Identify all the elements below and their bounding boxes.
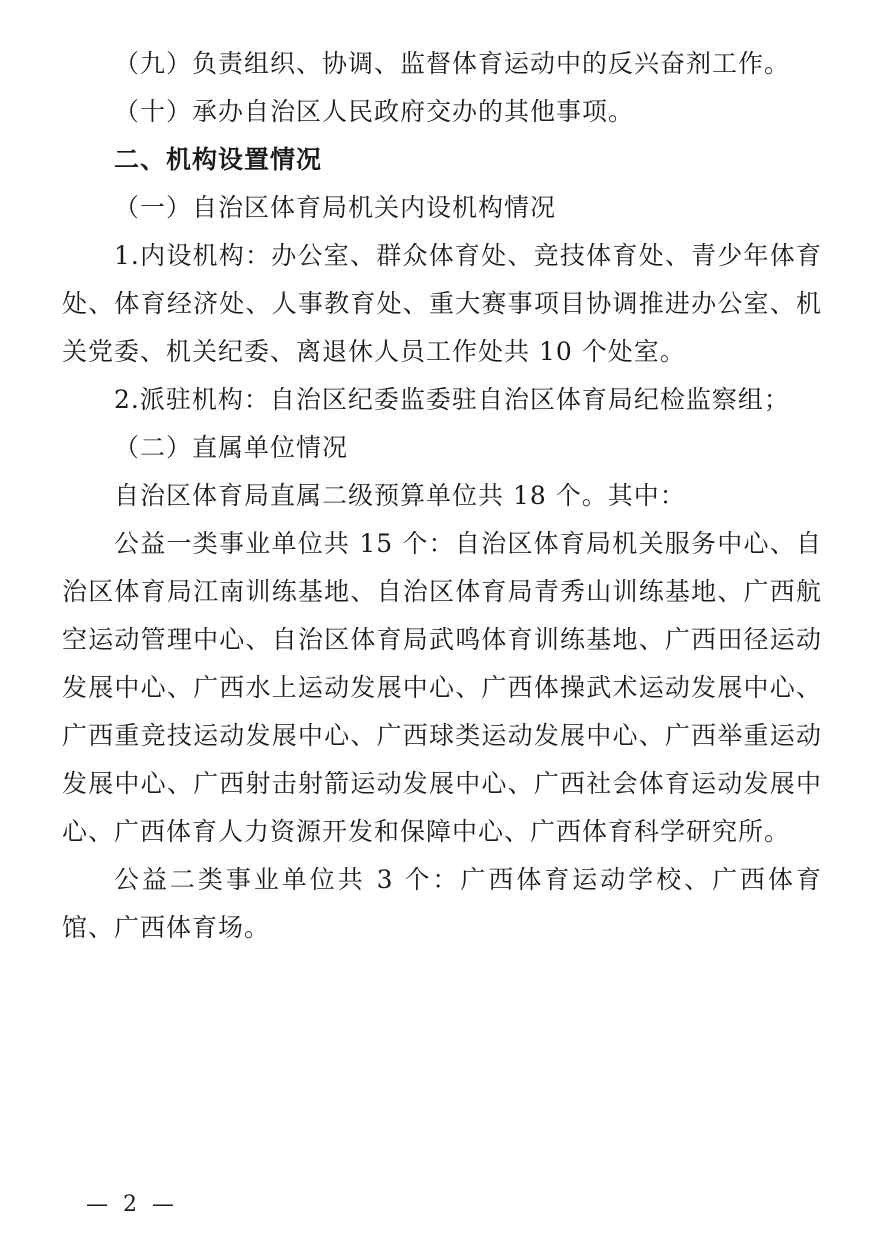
section-heading-institution-setup: 二、机构设置情况: [114, 145, 323, 174]
paragraph-public-welfare-class-one: 公益一类事业单位共 15 个：自治区体育局机关服务中心、自治区体育局江南训练基地、自治区体育局青秀山训练基地、广西航空运动管理中心、自治区体育局武鸣体育训练基地、广西田径运动发展中心、广西水上运动发展中心、广西体操武术运动发展中心、广西重竞技运动发展中心、广西球类运动发展中心、广西举重运动发展中心、广西射击射箭运动发展中心、广西社会体育运动发展中心、广西体育人力资源开发和保障中心、广西体育科学研究所。: [62, 529, 822, 846]
subsection-heading-affiliated-units: （二）直属单位情况: [114, 433, 349, 462]
paragraph-item-9: （九）负责组织、协调、监督体育运动中的反兴奋剂工作。: [114, 49, 791, 78]
paragraph-item-10: （十）承办自治区人民政府交办的其他事项。: [114, 97, 635, 126]
document-body: [62, 40, 822, 952]
paragraph-internal-institutions: 1.内设机构：办公室、群众体育处、竞技体育处、青少年体育处、体育经济处、人事教育处、重大赛事项目协调推进办公室、机关党委、机关纪委、离退休人员工作处共 10 个处室。: [62, 241, 822, 366]
paragraph-public-welfare-class-two: 公益二类事业单位共 3 个：广西体育运动学校、广西体育馆、广西体育场。: [62, 865, 822, 942]
page-number: — 2 —: [86, 1192, 178, 1217]
paragraph-affiliated-units-count: 自治区体育局直属二级预算单位共 18 个。其中：: [114, 481, 686, 510]
subsection-heading-internal-institutions: （一）自治区体育局机关内设机构情况: [114, 193, 557, 222]
paragraph-dispatched-institutions: 2.派驻机构：自治区纪委监委驻自治区体育局纪检监察组；: [114, 385, 790, 414]
